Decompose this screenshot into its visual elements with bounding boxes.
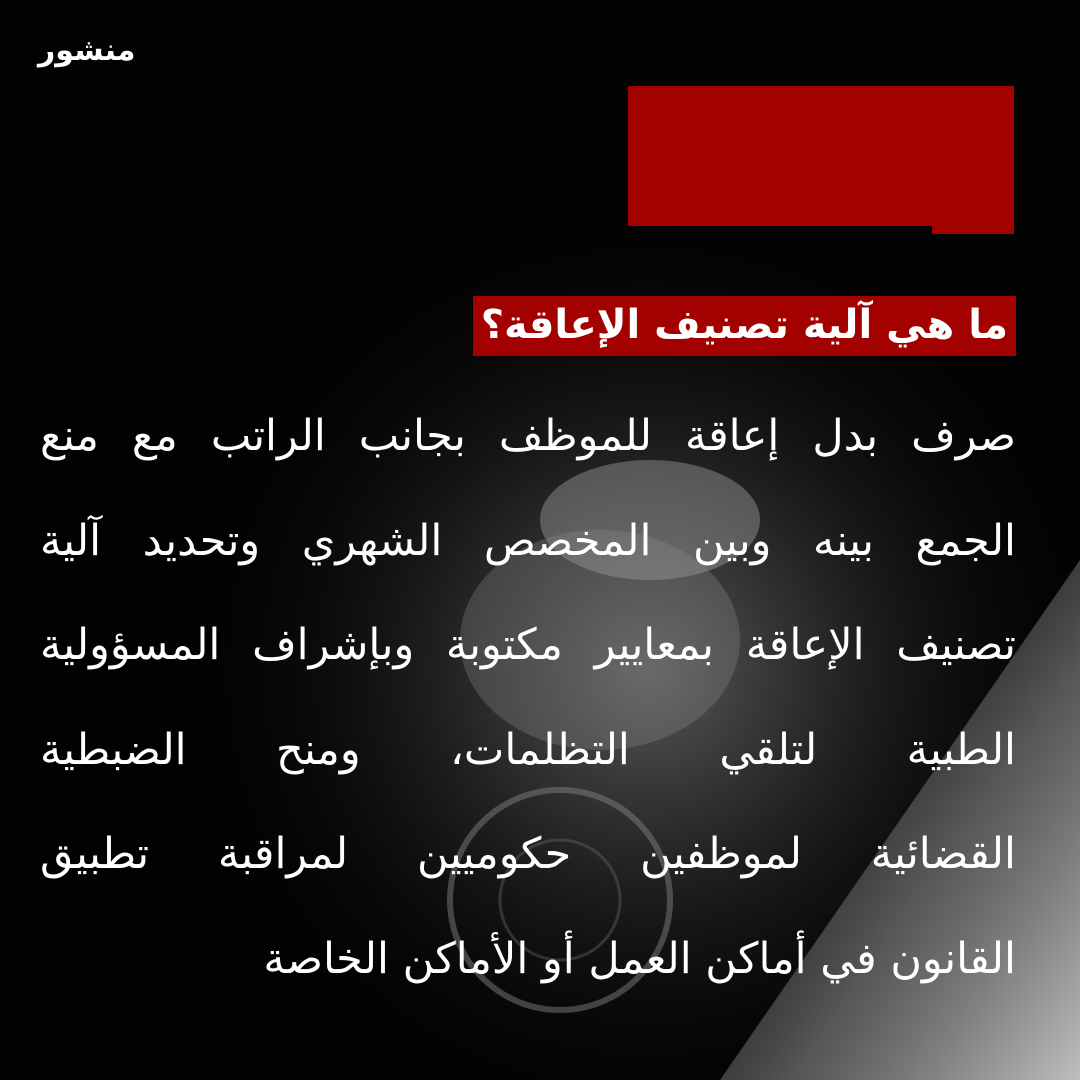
red-banner-tab	[932, 224, 1014, 234]
headline: ما هي آلية تصنيف الإعاقة؟	[480, 302, 1008, 348]
headline-highlight	[473, 296, 1016, 356]
body-line: صرف بدل إعاقة للموظف بجانب الراتب مع منع	[40, 411, 1016, 461]
brand-logo: منشور	[38, 33, 136, 68]
body-line: الطبية لتلقي التظلمات، ومنح الضبطية	[40, 724, 1016, 775]
body-line: تصنيف الإعاقة بمعايير مكتوبة وبإشراف المسؤولية	[40, 620, 1016, 670]
body-line: الجمع بينه وبين المخصص الشهري وتحديد آلية	[40, 515, 1016, 566]
red-banner-block	[628, 86, 1014, 226]
body-line: القضائية لموظفين حكوميين لمراقبة تطبيق	[40, 829, 1016, 879]
body-paragraph	[40, 384, 1016, 1011]
body-line: القانون في أماكن العمل أو الأماكن الخاصة	[263, 933, 1016, 984]
